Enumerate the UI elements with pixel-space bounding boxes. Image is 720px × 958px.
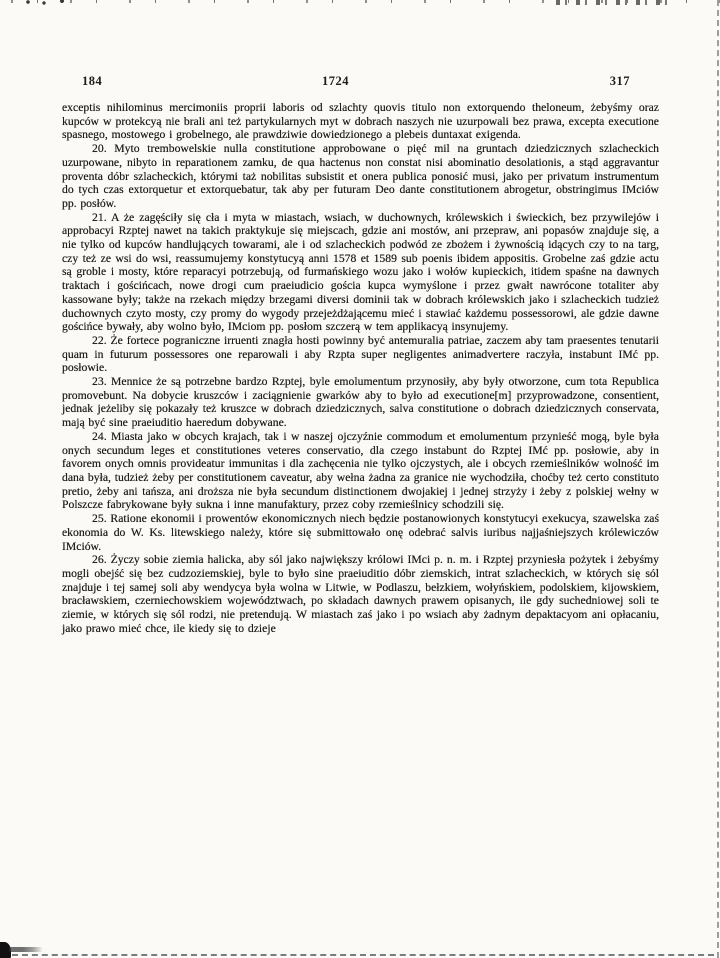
page-text-block	[62, 101, 659, 635]
scan-artifact-bottom-edge	[12, 954, 714, 956]
scan-artifact-top-left	[22, 0, 68, 6]
scan-artifact-top-right	[556, 0, 676, 5]
paragraph-item-22: 22. Że fortece pograniczne irruenti znagła hosti powinny być antemuralia patriae, zaczem aby tam praesentes tenutarii quam in futurum possessores one reparowali i aby Rzpta super negligentes animadvertere raczyła, instabunt IMć pp. posłowie.	[62, 333, 659, 375]
paragraph-item-25: 25. Ratione ekonomii i prowentów ekonomicznych niech będzie postanowionych konstytucyi exekucya, szawelska zaś ekonomia do W. Ks. litewskiego należy, które się submittowało onę odebrać salvis iuribus najjaśniejszych królewiczów IMciów.	[62, 512, 659, 553]
paragraph-item-24: 24. Miasta jako w obcych krajach, tak i w naszej ojczyźnie commodum et emolumentum przynieść mogą, byle była onych secundum leges et constitutiones veteres conservatio, dla czego instabunt do Rzptej IMć pp. posłowie, aby in favorem onych omnis provideatur immunitas i dla zachęcenia nie tylko ojczystych, ale i obcych rzemieślników wolność im dana była, tudzież żeby per constitutionem caveatur, aby wełna żadna za granice nie wychodziła, choćby też certo constituto pretio, żeby ani tańsza, ani droższa nie była secundum distinctionem dwojakiej i jednej strzyży i żeby z polskiej wełny w Polszcze fabrykowane były sukna i inne manufaktury, przez coby rzemieślnicy schodzili się.	[62, 429, 659, 512]
running-head	[82, 74, 630, 90]
paragraph-item-23: 23. Mennice że są potrzebne bardzo Rzptej, byle emolumentum przynosiły, aby były otworzone, cum tota Republica promovebunt. Na dobycie kruszców i zaciągnienie gwarków aby to było ad executione[m] przyprowadzone, consentient, jednak jeżeliby się pokazały też kruszce w dobrach dziedzicznych, salva constitutione o dobrach dziedzicznych conservata, mają być sine praeiuditio haeredum dobywane.	[62, 375, 659, 430]
paragraph-item-20: 20. Myto trembowelskie nulla constitutione approbowane o pięć mil na gruntach dziedzicznych szlacheckich uzurpowane, nibyto in reparationem zamku, de qua hactenus non constat nisi abominatio desolationis, a stąd aggravantur proventa dóbr szlacheckich, którymi taż nobilitas subsistit et onera publica ponosić musi, jako per privatum instrumentum do tych czas extorquetur et extorquebatur, tak aby per futuram Deo dante constitutionem abrogetur, obstringimus IMciów pp. posłów.	[62, 142, 659, 210]
scan-artifact-right-edge	[717, 0, 719, 958]
running-head-year: 1724	[322, 74, 349, 88]
page-number-left: 184	[82, 74, 103, 88]
scan-artifact-bottom-left-tail	[9, 947, 43, 952]
paragraph-item-21: 21. A że zagęściły się cła i myta w miastach, wsiach, w duchownych, królewskich i świeckich, bez przywilejów i approbacyi Rzptej nawet na takich praktykuje się miejscach, gdzie ani mostów, ani przepraw, ani popasów znajduje się, a nie tylko od kupców handlujących towarami, ale i od szlacheckich podwód ze zbożem i żywnością idących czy to na targ, czy też ze wsi do wsi, reassumujemy konstytucyą anni 1578 et 1589 sub poenis ibidem appositis. Grobelne zaś gdzie actu są groble i mosty, które reparacyi potrzebują, od furmańskiego wozu jako i wołów kupieckich, itidem spaśne na dawnych traktach i gościńcach, nowe drogi cum praeiudicio gościa kupca wymyślone i przez gwałt nawrócone totaliter aby kassowane były; także na rzekach między brzegami diversi dominii tak w dobrach królewskich jako i szlacheckich tudzież duchownych czyto mosty, czy promy do wygody przejeżdżającemu mieć i stawiać każdemu possessorowi, ale gdzie dawne gościńce bywały, aby wolno było, IMciom pp. posłom szczerą w tem applikacyą insynujemy.	[62, 210, 659, 334]
paragraph-continuation: exceptis nihilominus mercimoniis proprii laboris od szlachty quovis titulo non extorquendo theloneum, żebyśmy oraz kupców w protekcyą nie brali ani też partykularnych myt w dobrach naszych nie uzurpowali bez prawa, excepta executione spasnego, mostowego i grobelnego, ale prawdziwie dowiedzionego a plebeis duntaxat exigenda.	[62, 101, 659, 142]
paragraph-item-26: 26. Życzy sobie ziemia halicka, aby sól jako największy królowi IMci p. n. m. i Rzptej przyniesła pożytek i żebyśmy mogli obejść się bez cudzoziemskiej, byle to było sine praeiuditio dóbr ziemskich, intrat szlacheckich, w których się sól znajduje i tej samej soli aby wendycya była wolna w Litwie, w Podlaszu, bełzkiem, wołyńskiem, podolskiem, kijowskiem, bracławskiem, czerniechowskiem województwach, po składach dawnych prawem opisanych, ile gdy suchedniowej soli te ziemie, w których się sól rodzi, nie pretendują. W miastach zaś jako i po wsiach aby żadnym depaktacyom ani opłacaniu, jako prawo mieć chce, ile kiedy się to dzieje	[62, 553, 659, 635]
page-number-right: 317	[609, 74, 630, 88]
scan-artifact-top-edge	[0, 0, 720, 3]
scan-artifact-bottom-left-blob	[0, 942, 11, 958]
